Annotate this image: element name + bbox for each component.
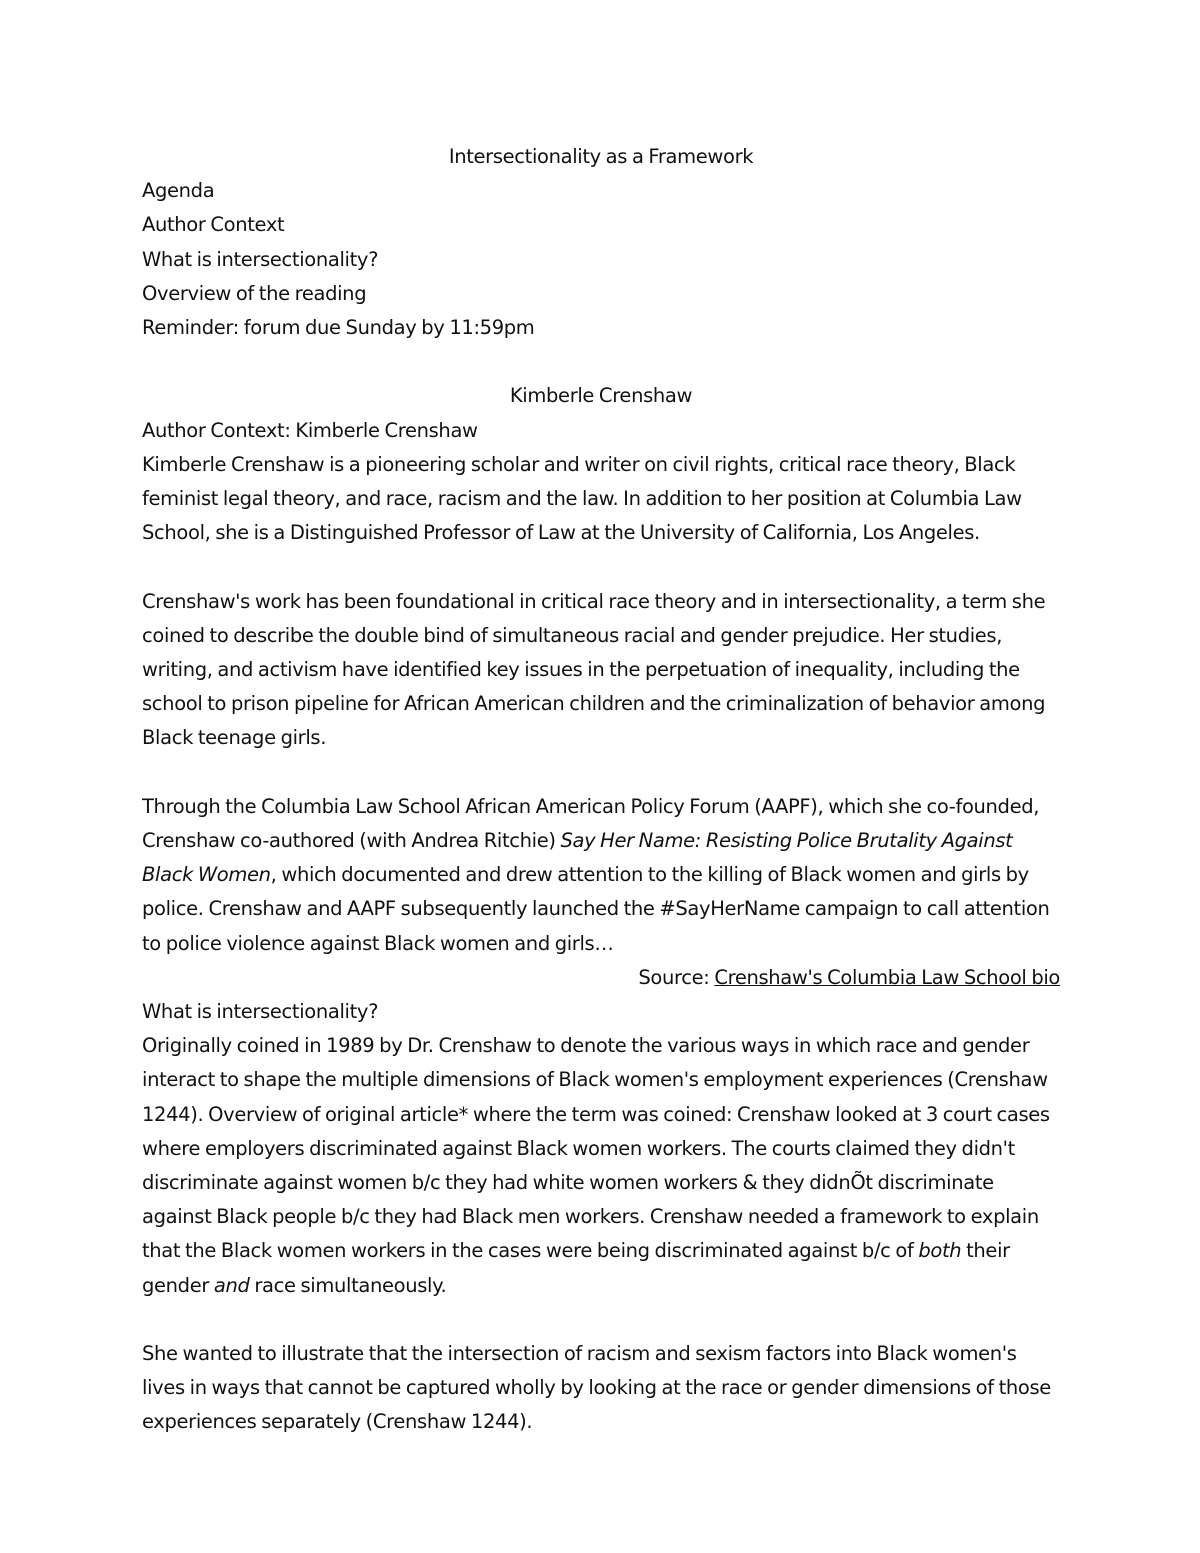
source-label: Source: [638, 965, 715, 989]
aapf-text-start: Through the Columbia Law School African American Policy Forum (AAPF), which she co-founded, Crenshaw co-authored (with Andrea Ritchie) [142, 794, 1040, 853]
author-context-heading: Author Context: Kimberle Crenshaw [142, 418, 478, 442]
intersectionality-heading: What is intersectionality? [142, 1000, 379, 1024]
definition-text-mid: their gender [142, 1239, 1010, 1297]
spacer [142, 756, 1060, 790]
agenda-item: What is intersectionality? [142, 247, 379, 271]
agenda-heading: Agenda [142, 179, 215, 203]
spacer [142, 550, 1060, 584]
book-title: Say Her Name: Resisting Police Brutality Against Black Women [142, 829, 1013, 887]
author-work-paragraph: Crenshaw's work has been foundational in critical race theory and in intersectionality, a term she coined to describe the double bind of simultaneous racial and gender prejudice. Her studies, writing, and activism have identified key issues in the perpetuation of inequality, including the school to prison pipeline for African American children and the criminalization of behavior among Black teenage girls. [142, 589, 1046, 750]
definition-text-end: race simultaneously. [249, 1273, 447, 1297]
agenda-item: Reminder: forum due Sunday by 11:59pm [142, 316, 535, 340]
spacer [142, 1303, 1060, 1337]
source-link[interactable]: Crenshaw's Columbia Law School bio [714, 965, 1060, 989]
document-title: Intersectionality as a Framework [448, 145, 754, 168]
author-section-title: Kimberle Crenshaw [509, 384, 693, 408]
emphasis-and: and [213, 1273, 250, 1297]
emphasis-both: both [918, 1239, 962, 1263]
definition-paragraph [142, 1029, 1060, 1303]
agenda-item: Author Context [142, 213, 285, 237]
illustration-paragraph: She wanted to illustrate that the intersection of racism and sexism factors into Black women's lives in ways that cannot be captured wholly by looking at the race or gender dimensions of those experiences separately (Crenshaw 1244). [142, 1342, 1051, 1434]
aapf-text-end: , which documented and drew attention to the killing of Black women and girls by police. Crenshaw and AAPF subsequently launched the #SayHerName campaign to call attention to police violence against Black women and girls… [142, 863, 1050, 955]
document-page [142, 140, 1060, 1440]
source-line [142, 961, 1060, 995]
agenda-item: Overview of the reading [142, 281, 367, 305]
aapf-paragraph [142, 790, 1060, 961]
spacer [142, 345, 1060, 379]
author-bio-paragraph: Kimberle Crenshaw is a pioneering scholar and writer on civil rights, critical race theory, Black feminist legal theory, and race, racism and the law. In addition to her position at Columbia Law School, she is a Distinguished Professor of Law at the University of California, Los Angeles. [142, 452, 1022, 545]
definition-text: Originally coined in 1989 by Dr. Crenshaw to denote the various ways in which race and gender interact to shape the multiple dimensions of Black women's employment experiences (Crenshaw 1244). Overview of original article* where the term was coined: Crenshaw looked at 3 court cases where employers discriminated against Black women workers. The courts claimed they didn't discriminate against women b/c they had white women workers & they didnÕt discriminate against Black people b/c they had Black men workers. Crenshaw needed a framework to explain that the Black women workers in the cases were being discriminated against b/c of [142, 1034, 1050, 1263]
